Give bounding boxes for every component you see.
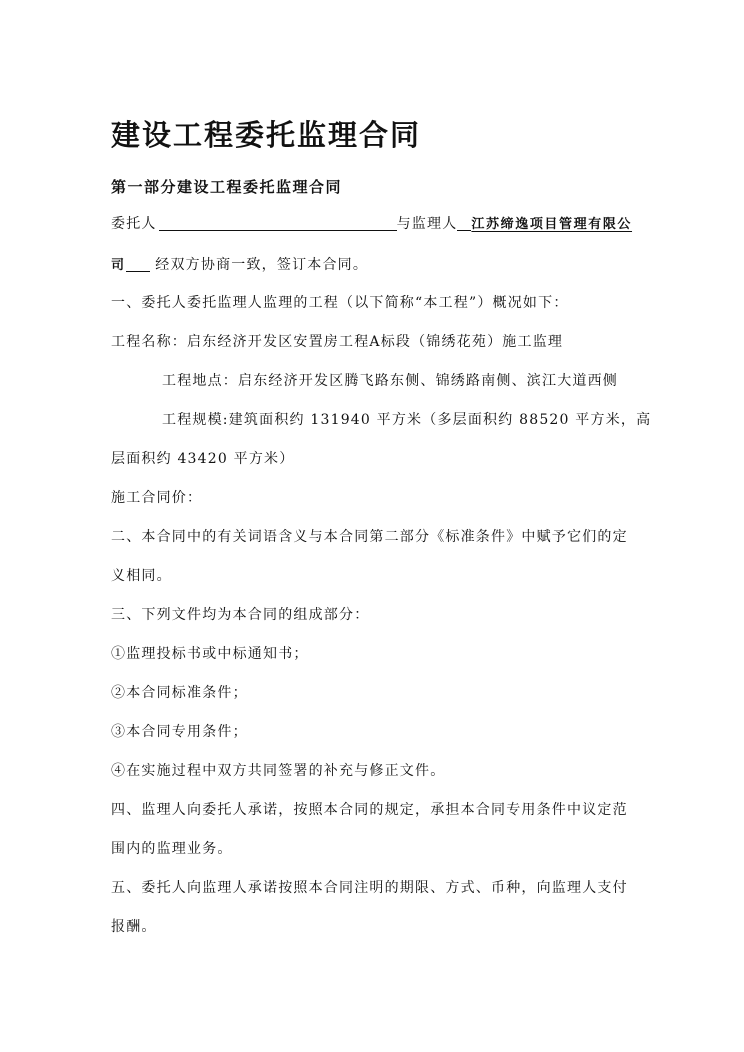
- client-label: 委托人: [111, 216, 157, 232]
- document-item-3: ③本合同专用条件；: [111, 724, 248, 740]
- clause-2: 二、本合同中的有关词语含义与本合同第二部分《标准条件》中赋予它们的定: [111, 529, 628, 545]
- contract-price: 施工合同价：: [111, 490, 203, 506]
- project-location: 工程地点：启东经济开发区腾飞路东侧、锦绣路南侧、滨江大道西侧: [162, 373, 618, 389]
- document-item-1: ①监理投标书或中标通知书；: [111, 646, 309, 662]
- supervisor-name-pad: [457, 216, 471, 231]
- supervisor-name-continued: 司: [111, 258, 126, 273]
- project-name: 工程名称：启东经济开发区安置房工程A标段（锦绣花苑）施工监理: [111, 334, 564, 350]
- supervisor-name: 江苏缔逸项目管理有限公: [471, 217, 633, 232]
- section-title: 第一部分建设工程委托监理合同: [111, 178, 343, 196]
- clause-5: 五、委托人向监理人承诺按照本合同注明的期限、方式、币种，向监理人支付: [111, 880, 628, 896]
- project-scale: 工程规模:建筑面积约 131940 平方米（多层面积约 88520 平方米，高: [162, 412, 652, 428]
- agreement-line: [111, 256, 368, 275]
- supervisor-label: 与监理人: [396, 216, 458, 232]
- clause-4: 四、监理人向委托人承诺，按照本合同的规定，承担本合同专用条件中议定范: [111, 802, 628, 818]
- clause-4-continued: 围内的监理业务。: [111, 841, 233, 857]
- document-item-4: ④在实施过程中双方共同签署的补充与修正文件。: [111, 763, 446, 779]
- clause-1: 一、委托人委托监理人监理的工程（以下简称“本工程”）概况如下：: [111, 295, 569, 311]
- client-name-field[interactable]: [159, 216, 397, 231]
- clause-5-continued: 报酬。: [111, 919, 157, 935]
- clause-3: 三、下列文件均为本合同的组成部分：: [111, 607, 370, 623]
- agreement-text: 经双方协商一致，签订本合同。: [155, 257, 369, 273]
- parties-line: [111, 215, 632, 234]
- document-item-2: ②本合同标准条件；: [111, 685, 248, 701]
- clause-2-continued: 义相同。: [111, 568, 172, 584]
- supervisor-name-underline: [126, 257, 150, 272]
- page-title: 建设工程委托监理合同: [111, 118, 422, 152]
- project-scale-continued: 层面积约 43420 平方米）: [111, 451, 295, 467]
